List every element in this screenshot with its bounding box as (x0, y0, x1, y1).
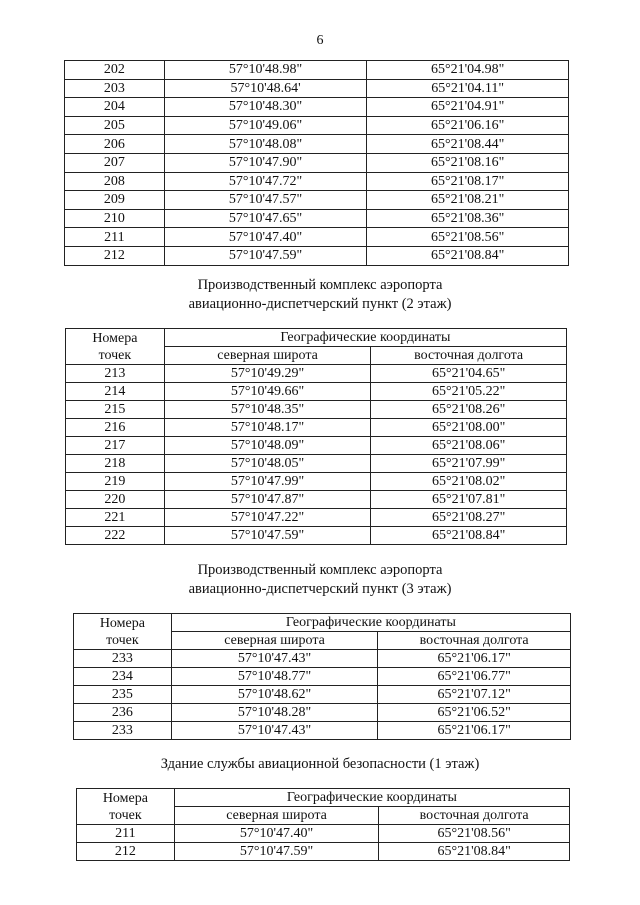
latitude-cell: 57°10'47.99" (164, 473, 371, 491)
latitude-header: северная широта (171, 632, 378, 650)
latitude-cell: 57°10'47.40" (174, 825, 379, 843)
table-row (66, 527, 567, 545)
geo-coordinates-header: Географические координаты (171, 614, 570, 632)
longitude-cell: 65°21'08.56" (379, 825, 570, 843)
longitude-cell: 65°21'08.84" (371, 527, 567, 545)
table-row (66, 437, 567, 455)
table-row (74, 650, 571, 668)
table-row (74, 686, 571, 704)
table-row (66, 383, 567, 401)
table-row (77, 825, 570, 843)
latitude-cell: 57°10'47.90" (164, 153, 367, 172)
latitude-cell: 57°10'47.59" (164, 246, 367, 265)
page-number: 6 (316, 33, 324, 48)
latitude-cell: 57°10'47.72" (164, 172, 367, 191)
point-number-cell: 203 (65, 79, 165, 98)
longitude-cell: 65°21'08.84" (367, 246, 569, 265)
longitude-header: восточная долгота (371, 347, 567, 365)
longitude-header: восточная долгота (378, 632, 571, 650)
point-number-cell: 212 (77, 843, 175, 861)
latitude-header: северная широта (174, 807, 379, 825)
table-row (65, 98, 569, 117)
geo-coordinates-header: Географические координаты (174, 789, 569, 807)
longitude-cell: 65°21'06.16" (367, 116, 569, 135)
latitude-cell: 57°10'48.28" (171, 704, 378, 722)
latitude-cell: 57°10'49.29" (164, 365, 371, 383)
latitude-cell: 57°10'47.57" (164, 191, 367, 210)
latitude-cell: 57°10'48.98" (164, 61, 367, 80)
latitude-cell: 57°10'47.43" (171, 722, 378, 740)
table-row (65, 246, 569, 265)
header-line: Номера (92, 330, 138, 346)
header-line: Номера (99, 615, 145, 631)
point-number-cell: 220 (66, 491, 165, 509)
longitude-cell: 65°21'08.00" (371, 419, 567, 437)
point-number-cell: 234 (74, 668, 172, 686)
caption-line: Здание службы авиационной безопасности (1 этаж) (160, 756, 480, 772)
longitude-cell: 65°21'08.56" (367, 228, 569, 247)
point-number-cell: 206 (65, 135, 165, 154)
table-row (65, 172, 569, 191)
latitude-cell: 57°10'47.65" (164, 209, 367, 228)
longitude-cell: 65°21'08.02" (371, 473, 567, 491)
point-number-cell: 233 (74, 650, 172, 668)
table-row (66, 365, 567, 383)
longitude-cell: 65°21'08.06" (371, 437, 567, 455)
table-row (66, 419, 567, 437)
latitude-cell: 57°10'47.59" (174, 843, 379, 861)
longitude-cell: 65°21'08.21" (367, 191, 569, 210)
table-row (65, 116, 569, 135)
latitude-cell: 57°10'47.40" (164, 228, 367, 247)
longitude-cell: 65°21'04.11" (367, 79, 569, 98)
longitude-cell: 65°21'04.98" (367, 61, 569, 80)
latitude-cell: 57°10'48.05" (164, 455, 371, 473)
longitude-header: восточная долгота (379, 807, 570, 825)
latitude-cell: 57°10'48.77" (171, 668, 378, 686)
point-number-cell: 211 (65, 228, 165, 247)
point-number-cell: 214 (66, 383, 165, 401)
section-2-caption (0, 276, 640, 314)
section-4-caption (0, 755, 640, 774)
latitude-cell: 57°10'47.59" (164, 527, 371, 545)
longitude-cell: 65°21'07.81" (371, 491, 567, 509)
point-number-cell: 211 (77, 825, 175, 843)
points-header (74, 614, 172, 650)
point-number-cell: 216 (66, 419, 165, 437)
point-number-cell: 222 (66, 527, 165, 545)
point-number-cell: 213 (66, 365, 165, 383)
point-number-cell: 204 (65, 98, 165, 117)
table-row (66, 401, 567, 419)
coordinates-table-2 (65, 328, 567, 545)
longitude-cell: 65°21'08.16" (367, 153, 569, 172)
point-number-cell: 215 (66, 401, 165, 419)
latitude-header: северная широта (164, 347, 371, 365)
geo-coordinates-header: Географические координаты (164, 329, 566, 347)
longitude-cell: 65°21'04.91" (367, 98, 569, 117)
table-row (66, 473, 567, 491)
table-row (74, 704, 571, 722)
longitude-cell: 65°21'06.52" (378, 704, 571, 722)
longitude-cell: 65°21'06.17" (378, 650, 571, 668)
latitude-cell: 57°10'48.30" (164, 98, 367, 117)
longitude-cell: 65°21'04.65" (371, 365, 567, 383)
point-number-cell: 235 (74, 686, 172, 704)
point-number-cell: 210 (65, 209, 165, 228)
header-line: точек (98, 347, 132, 363)
longitude-cell: 65°21'08.17" (367, 172, 569, 191)
point-number-cell: 208 (65, 172, 165, 191)
latitude-cell: 57°10'47.87" (164, 491, 371, 509)
coordinates-table-3 (73, 613, 571, 740)
table-row (65, 135, 569, 154)
point-number-cell: 207 (65, 153, 165, 172)
table-row (66, 509, 567, 527)
caption-line: Производственный комплекс аэропорта (197, 562, 443, 578)
point-number-cell: 205 (65, 116, 165, 135)
caption-line: авиационно-диспетчерский пункт (3 этаж) (188, 581, 452, 597)
latitude-cell: 57°10'49.06" (164, 116, 367, 135)
header-line: точек (106, 632, 139, 648)
point-number-cell: 219 (66, 473, 165, 491)
latitude-cell: 57°10'48.09" (164, 437, 371, 455)
point-number-cell: 236 (74, 704, 172, 722)
latitude-cell: 57°10'48.17" (164, 419, 371, 437)
point-number-cell: 202 (65, 61, 165, 80)
latitude-cell: 57°10'48.35" (164, 401, 371, 419)
table-row (65, 191, 569, 210)
latitude-cell: 57°10'48.64' (164, 79, 367, 98)
point-number-cell: 218 (66, 455, 165, 473)
table-row (66, 491, 567, 509)
longitude-cell: 65°21'08.27" (371, 509, 567, 527)
longitude-cell: 65°21'07.12" (378, 686, 571, 704)
longitude-cell: 65°21'07.99" (371, 455, 567, 473)
table-row (66, 455, 567, 473)
latitude-cell: 57°10'48.62" (171, 686, 378, 704)
table-row (65, 79, 569, 98)
latitude-cell: 57°10'49.66" (164, 383, 371, 401)
longitude-cell: 65°21'08.36" (367, 209, 569, 228)
latitude-cell: 57°10'48.08" (164, 135, 367, 154)
longitude-cell: 65°21'08.44" (367, 135, 569, 154)
longitude-cell: 65°21'06.17" (378, 722, 571, 740)
point-number-cell: 209 (65, 191, 165, 210)
coordinates-table-1 (64, 60, 569, 266)
longitude-cell: 65°21'06.77" (378, 668, 571, 686)
table-row (74, 722, 571, 740)
point-number-cell: 221 (66, 509, 165, 527)
latitude-cell: 57°10'47.22" (164, 509, 371, 527)
points-header (77, 789, 175, 825)
table-row (65, 153, 569, 172)
table-row (74, 668, 571, 686)
longitude-cell: 65°21'05.22" (371, 383, 567, 401)
table-row (65, 228, 569, 247)
point-number-cell: 233 (74, 722, 172, 740)
caption-line: авиационно-диспетчерский пункт (2 этаж) (188, 296, 452, 312)
point-number-cell: 212 (65, 246, 165, 265)
longitude-cell: 65°21'08.26" (371, 401, 567, 419)
section-3-caption (0, 561, 640, 599)
point-number-cell: 217 (66, 437, 165, 455)
header-line: точек (109, 807, 142, 823)
latitude-cell: 57°10'47.43" (171, 650, 378, 668)
header-line: Номера (102, 790, 148, 806)
table-row (65, 209, 569, 228)
coordinates-table-4 (76, 788, 570, 861)
longitude-cell: 65°21'08.84" (379, 843, 570, 861)
table-row (65, 61, 569, 80)
points-header (66, 329, 165, 365)
table-row (77, 843, 570, 861)
caption-line: Производственный комплекс аэропорта (197, 277, 443, 293)
